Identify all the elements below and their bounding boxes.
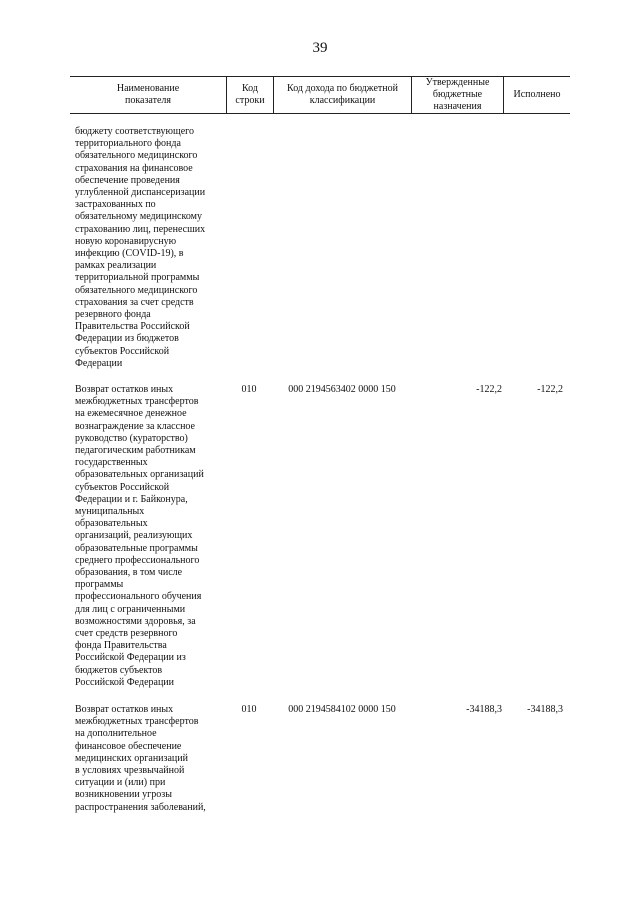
header-kbk: Код дохода по бюджетной классификации (287, 82, 398, 106)
row-name: Возврат остатков иных межбюджетных трансфертов на дополнительное финансовое обеспечение медицинских организаций в условиях чрезвычайной ситуации и (или) при возникновении угрозы распространения заболеваний, (75, 704, 206, 813)
header-code: Код строки (235, 82, 265, 106)
row-kbk: 000 2194563402 0000 150 (288, 384, 396, 395)
row-code: 010 (241, 384, 257, 395)
row-approved: -122,2 (476, 384, 502, 395)
row-code: 010 (241, 704, 257, 715)
header-name: Наименование показателя (116, 82, 180, 106)
row-name: бюджету соответствующего территориального фонда обязательного медицинского страхования на финансовое обеспечение проведения углубленной диспансеризации застрахованных по обязательному медицинскому страхованию лиц, перенесших новую коронавирусную инфекцию (COVID-19), в рамках реализации территориальной программы обязательного медицинского страхования за счет средств резервного фонда Правительства Российской Федерации из бюджетов субъектов Российской Федерации (75, 126, 206, 369)
row-executed: -34188,3 (527, 704, 563, 715)
row-name: Возврат остатков иных межбюджетных трансфертов на ежемесячное денежное вознаграждение за классное руководство (кураторство) педагогическим работникам государственных образовательных организаций субъектов Российской Федерации и г. Байконура, муниципальных образовательных организаций, реализующих образовательные программы среднего профессионального образования, в том числе программы профессионального обучения для лиц с ограниченными возможностями здоровья, за счет средств резервного фонда Правительства Российской Федерации из бюджетов субъектов Российской Федерации (75, 384, 204, 688)
page-number: 39 (312, 40, 328, 56)
row-executed: -122,2 (537, 384, 563, 395)
table-header-bottom-border (70, 113, 570, 114)
header-executed: Исполнено (513, 88, 561, 100)
row-approved: -34188,3 (466, 704, 502, 715)
header-approved: Утвержденные бюджетные назначения (425, 76, 490, 112)
row-kbk: 000 2194584102 0000 150 (288, 704, 396, 715)
